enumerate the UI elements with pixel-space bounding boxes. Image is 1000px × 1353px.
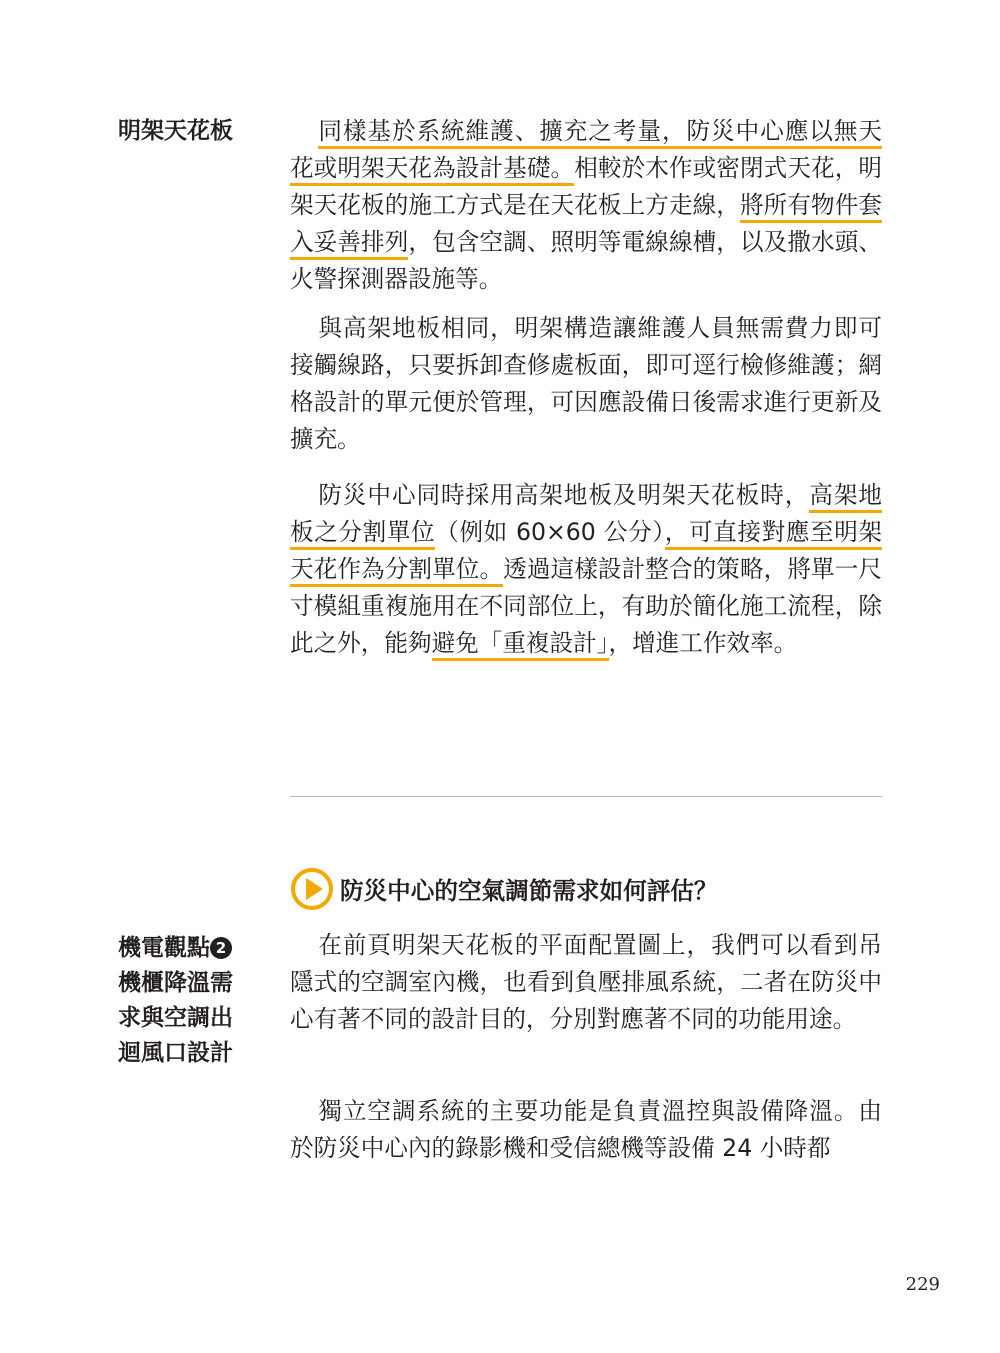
text-segment: ，包含空調、照明等電線線槽，以及撒水頭、火警探測器設施等。	[290, 228, 883, 293]
text-segment: 相較於木作或密閉式天花，明架天花板的施工方式是在天花板上方走線，	[290, 154, 882, 219]
paragraph	[290, 310, 882, 458]
side-label-text: 機電觀點	[118, 934, 210, 961]
side-label-ceiling: 明架天花板	[118, 117, 233, 144]
side-label-line: 機櫃降溫需	[118, 969, 233, 996]
text-segment: 防災中心同時採用高架地板及明架天花板時，	[318, 481, 810, 509]
question-title: 防災中心的空氣調節需求如何評估？	[340, 877, 718, 905]
highlighted-text: 將所有物件套入妥善排列	[290, 191, 882, 260]
highlighted-text: 高架地板之分割單位	[290, 481, 882, 550]
section-divider	[290, 796, 882, 797]
paragraph	[290, 477, 882, 662]
side-label-line: 求與空調出	[118, 1004, 233, 1031]
text-segment: 在前頁明架天花板的平面配置圖上，我們可以看到吊隱式的空調室內機，也看到負壓排風系統，二者在防災中心有著不同的設計目的，分別對應著不同的功能用途。	[290, 931, 882, 1033]
number-badge: 2	[210, 937, 232, 959]
highlighted-text: 避免「重複設計」	[432, 629, 609, 661]
paragraph	[290, 1093, 882, 1167]
text-segment: 透過這樣設計整合的策略，將單一尺寸模組重複施用在不同部位上，有助於簡化施工流程，除此之外，能夠	[290, 555, 883, 657]
paragraph	[290, 113, 882, 298]
text-segment: 與高架地板相同，明架構造讓維護人員無需費力即可接觸線路，只要拆卸查修處板面，即可逕行檢修維護；網格設計的單元便於管理，可因應設備日後需求進行更新及擴充。	[290, 314, 882, 453]
highlighted-text: ，可直接對應至明架天花作為分割單位。	[290, 518, 882, 587]
page-number: 229	[905, 1274, 940, 1295]
text-segment: 獨立空調系統的主要功能是負責溫控與設備降溫。由於防災中心內的錄影機和受信總機等設備 24 小時都	[290, 1097, 882, 1162]
text-segment: （例如 60×60 公分）	[435, 518, 665, 546]
paragraph	[290, 927, 882, 1038]
text-segment: ，增進工作效率。	[608, 629, 798, 657]
side-label-aircon	[118, 930, 233, 1070]
side-label-line	[118, 930, 233, 965]
question-heading	[290, 869, 718, 909]
play-circle-icon	[290, 867, 334, 911]
highlighted-text: 同樣基於系統維護、擴充之考量，防災中心應以無天花或明架天花為設計基礎。	[290, 117, 882, 186]
side-label-line: 迴風口設計	[118, 1039, 233, 1066]
